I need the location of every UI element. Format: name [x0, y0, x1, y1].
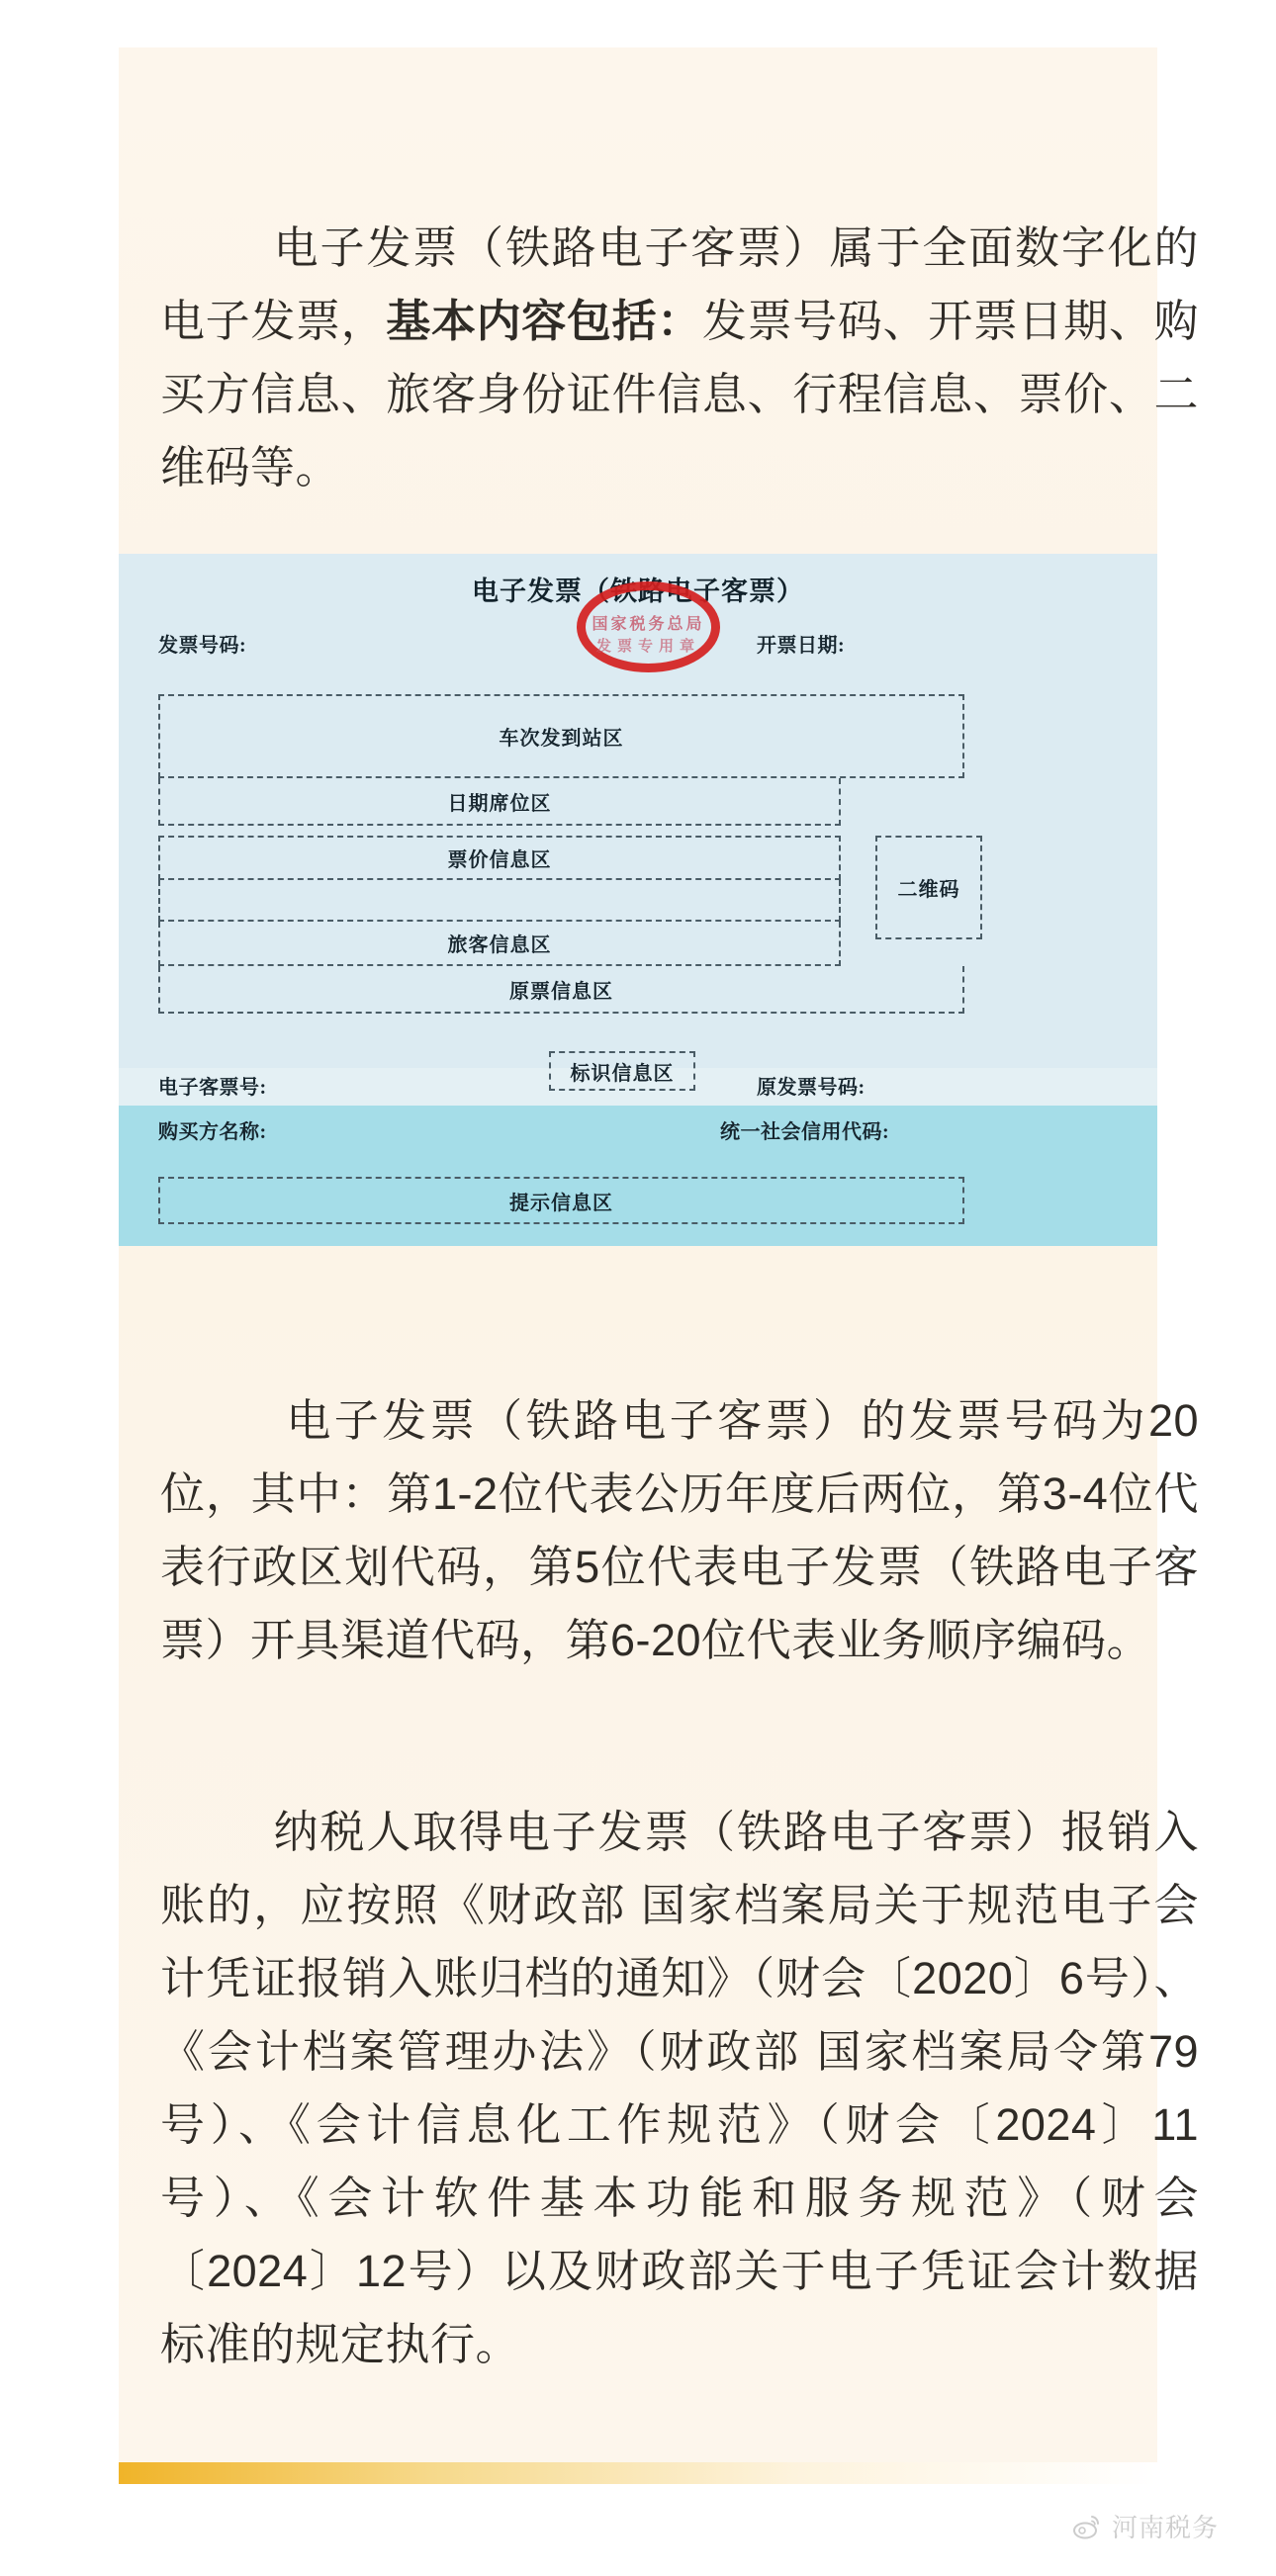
watermark-text: 河南税务: [1111, 2513, 1219, 2542]
zone-passenger-label: 旅客信息区: [447, 934, 552, 956]
label-issue-date: 开票日期:: [757, 635, 846, 657]
label-invoice-number: 发票号码:: [158, 635, 247, 657]
weibo-watermark: [1072, 2508, 1219, 2544]
zone-blank: [158, 880, 841, 922]
p1-segment-3: 发票号码、开票日期、购买方信息、旅客身份证件信息、行程信息、票价、二维码等。: [160, 296, 1199, 492]
zone-date-seat: [158, 778, 841, 826]
zone-fare: [158, 836, 841, 880]
zone-original-ticket-label: 原票信息区: [509, 980, 613, 1003]
stamp-line-1: 国家税务总局: [592, 616, 705, 633]
weibo-logo-icon: [1072, 2512, 1102, 2541]
zone-hint: [158, 1177, 964, 1224]
zone-qr-code: [875, 836, 982, 939]
zone-original-ticket: [158, 966, 964, 1014]
stamp-line-2: 发票专用章: [595, 639, 700, 655]
zone-hint-label: 提示信息区: [509, 1192, 613, 1214]
p1-segment-1: 电子发票（铁路电子客票）属于全面数字化的电子发票，: [160, 222, 1199, 346]
article-card: [119, 47, 1199, 2472]
label-eticket-number: 电子客票号:: [158, 1077, 267, 1099]
zone-train-station: [158, 694, 964, 778]
p1-segment-2-bold: 基本内容包括：: [386, 296, 702, 346]
label-original-invoice-number: 原发票号码:: [757, 1077, 866, 1099]
invoice-diagram: [119, 554, 1157, 1246]
invoice-lower-section: [119, 1106, 1157, 1246]
bottom-accent-bar: [119, 2462, 1157, 2484]
zone-identifier-label: 标识信息区: [570, 1062, 675, 1085]
p3-segment-1: 纳税人取得电子发票（铁路电子客票）报销入账的，应按照《财政部 国家档案局关于规范电子会计凭证报销入账归档的通知》（财会〔2020〕6号）、《会计档案管理办法》（财政部 国家档案局令第79号）、《会计信息化工作规范》（财会〔2024〕11号）、《会计软件基本功能和服务规范》（财会〔2024〕12号）以及财政部关于电子凭证会计数据标准的规定执行。: [160, 1807, 1199, 2369]
zone-train-station-label: 车次发到站区: [499, 728, 624, 750]
paragraph-reimbursement-rules: [119, 1723, 1240, 2454]
zone-fare-label: 票价信息区: [447, 849, 552, 871]
p2-segment-1: 电子发票（铁路电子客票）的发票号码为20位，其中：第1-2位代表公历年度后两位，第3-4位代表行政区划代码，第5位代表电子发票（铁路电子客票）开具渠道代码，第6-20位代表业务顺序编码。: [160, 1395, 1199, 1665]
paragraph-invoice-number-rules: [119, 1311, 1240, 1750]
paragraph-invoice-contents: [119, 138, 1240, 577]
label-buyer-name: 购买方名称:: [158, 1121, 267, 1143]
invoice-title: 电子发票（铁路电子客票）: [472, 577, 804, 606]
zone-date-seat-label: 日期席位区: [447, 792, 552, 815]
zone-identifier: [549, 1051, 695, 1091]
zone-passenger: [158, 922, 841, 966]
label-credit-code: 统一社会信用代码:: [720, 1121, 890, 1143]
zone-qr-code-label: 二维码: [897, 879, 960, 901]
